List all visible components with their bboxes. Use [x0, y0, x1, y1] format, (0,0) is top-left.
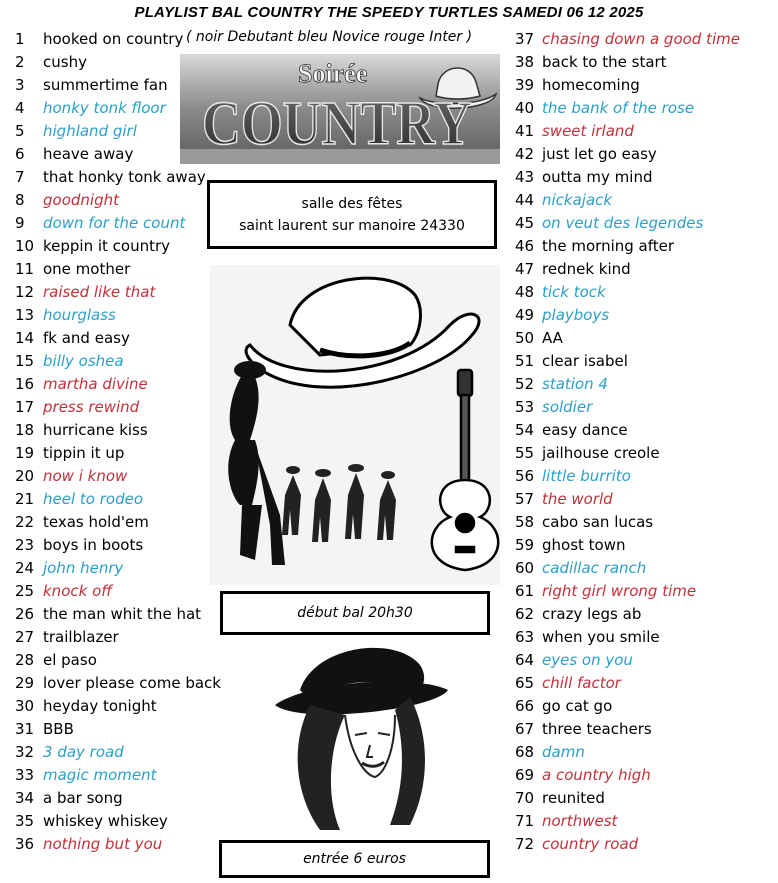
song-title: texas hold'em: [43, 513, 149, 531]
song-number: 23: [15, 536, 35, 554]
song-item: [515, 166, 740, 189]
song-item: [15, 28, 221, 51]
song-number: 35: [15, 812, 35, 830]
song-number: 28: [15, 651, 35, 669]
song-item: [15, 396, 221, 419]
song-item: [15, 718, 221, 741]
song-number: 21: [15, 490, 35, 508]
song-item: [15, 741, 221, 764]
song-title: on veut des legendes: [542, 214, 704, 232]
song-item: [15, 833, 221, 856]
song-title: down for the count: [43, 214, 186, 232]
song-number: 69: [515, 766, 535, 784]
song-title: goodnight: [43, 191, 119, 209]
song-number: 8: [15, 191, 25, 209]
song-title: back to the start: [542, 53, 667, 71]
song-title: press rewind: [43, 398, 140, 416]
song-item: [515, 120, 740, 143]
song-number: 50: [515, 329, 535, 347]
song-number: 62: [515, 605, 535, 623]
song-item: [515, 51, 740, 74]
song-number: 60: [515, 559, 535, 577]
song-title: little burrito: [542, 467, 631, 485]
song-title: a bar song: [43, 789, 123, 807]
song-number: 46: [515, 237, 535, 255]
song-title: cushy: [43, 53, 87, 71]
song-item: [515, 373, 740, 396]
song-number: 48: [515, 283, 535, 301]
song-item: [515, 534, 740, 557]
song-title: trailblazer: [43, 628, 119, 646]
song-number: 14: [15, 329, 35, 347]
song-number: 15: [15, 352, 35, 370]
song-item: [15, 511, 221, 534]
song-title: heyday tonight: [43, 697, 157, 715]
song-number: 22: [15, 513, 35, 531]
song-number: 7: [15, 168, 25, 186]
venue-line-1: salle des fêtes: [301, 195, 403, 212]
song-title: cabo san lucas: [542, 513, 654, 531]
song-title: homecoming: [542, 76, 640, 94]
venue-line-2: saint laurent sur manoire 24330: [239, 217, 465, 234]
song-title: clear isabel: [542, 352, 628, 370]
song-item: [515, 741, 740, 764]
song-number: 70: [515, 789, 535, 807]
song-number: 65: [515, 674, 535, 692]
song-title: go cat go: [542, 697, 613, 715]
song-number: 25: [15, 582, 35, 600]
song-item: [15, 304, 221, 327]
song-item: [15, 603, 221, 626]
song-item: [15, 764, 221, 787]
song-title: station 4: [542, 375, 608, 393]
song-title: reunited: [542, 789, 605, 807]
song-item: [515, 327, 740, 350]
song-number: 31: [15, 720, 35, 738]
song-title: heave away: [43, 145, 134, 163]
song-number: 45: [515, 214, 535, 232]
song-item: [515, 672, 740, 695]
song-number: 37: [515, 30, 535, 48]
song-number: 17: [15, 398, 35, 416]
start-time-box: [220, 591, 490, 635]
cowgirl-hat-icon: [275, 648, 448, 715]
song-number: 55: [515, 444, 535, 462]
song-item: [515, 833, 740, 856]
song-number: 18: [15, 421, 35, 439]
song-title: martha divine: [43, 375, 148, 393]
song-number: 29: [15, 674, 35, 692]
song-item: [515, 580, 740, 603]
song-number: 30: [15, 697, 35, 715]
song-number: 57: [515, 490, 535, 508]
song-number: 58: [515, 513, 535, 531]
song-number: 72: [515, 835, 535, 853]
song-item: [15, 212, 221, 235]
song-item: [15, 235, 221, 258]
song-item: [15, 649, 221, 672]
song-number: 19: [15, 444, 35, 462]
song-number: 10: [15, 237, 35, 255]
song-number: 59: [515, 536, 535, 554]
song-title: northwest: [542, 812, 618, 830]
song-number: 39: [515, 76, 535, 94]
song-item: [515, 649, 740, 672]
song-item: [15, 534, 221, 557]
song-number: 47: [515, 260, 535, 278]
song-item: [515, 143, 740, 166]
song-item: [515, 626, 740, 649]
song-item: [515, 603, 740, 626]
song-number: 52: [515, 375, 535, 393]
banner-small-text: Soirée: [298, 59, 368, 88]
song-title: damn: [542, 743, 585, 761]
song-item: [515, 189, 740, 212]
song-title: playboys: [542, 306, 610, 324]
song-title: now i know: [43, 467, 128, 485]
song-number: 43: [515, 168, 535, 186]
song-item: [15, 810, 221, 833]
song-title: chill factor: [542, 674, 621, 692]
song-number: 71: [515, 812, 535, 830]
song-item: [515, 235, 740, 258]
song-item: [15, 281, 221, 304]
song-item: [15, 350, 221, 373]
song-title: the world: [542, 490, 613, 508]
song-title: country road: [542, 835, 639, 853]
cowgirl-hair-icon: [298, 697, 425, 830]
song-number: 36: [15, 835, 35, 853]
song-number: 67: [515, 720, 535, 738]
song-number: 49: [515, 306, 535, 324]
song-title: ghost town: [542, 536, 626, 554]
song-title: tick tock: [542, 283, 606, 301]
song-number: 33: [15, 766, 35, 784]
entry-price-text: entrée 6 euros: [303, 851, 406, 867]
song-number: 13: [15, 306, 35, 324]
song-title: magic moment: [43, 766, 157, 784]
song-item: [15, 189, 221, 212]
song-item: [515, 396, 740, 419]
playlist-right-column: [515, 28, 740, 856]
country-dancers-illustration: [210, 265, 500, 585]
page-title: PLAYLIST BAL COUNTRY THE SPEEDY TURTLES SAMEDI 06 12 2025: [134, 4, 644, 21]
song-item: [15, 258, 221, 281]
song-number: 54: [515, 421, 535, 439]
song-item: [15, 419, 221, 442]
song-title: one mother: [43, 260, 131, 278]
song-number: 61: [515, 582, 535, 600]
song-item: [15, 695, 221, 718]
song-title: crazy legs ab: [542, 605, 642, 623]
song-item: [515, 212, 740, 235]
song-number: 42: [515, 145, 535, 163]
start-time-text: début bal 20h30: [297, 605, 413, 621]
song-item: [515, 442, 740, 465]
song-title: jailhouse creole: [542, 444, 660, 462]
song-number: 26: [15, 605, 35, 623]
song-title: raised like that: [43, 283, 156, 301]
song-number: 27: [15, 628, 35, 646]
soiree-country-banner: [180, 54, 500, 164]
song-title: whiskey whiskey: [43, 812, 168, 830]
song-item: [515, 97, 740, 120]
song-item: [15, 166, 221, 189]
song-item: [515, 74, 740, 97]
cowgirl-face-icon: [345, 715, 395, 777]
song-number: 44: [515, 191, 535, 209]
song-number: 24: [15, 559, 35, 577]
song-number: 41: [515, 122, 535, 140]
song-title: lover please come back: [43, 674, 221, 692]
song-number: 1: [15, 30, 25, 48]
song-title: right girl wrong time: [542, 582, 697, 600]
song-item: [515, 281, 740, 304]
song-number: 9: [15, 214, 25, 232]
song-item: [15, 787, 221, 810]
song-item: [515, 419, 740, 442]
song-number: 32: [15, 743, 35, 761]
song-number: 63: [515, 628, 535, 646]
song-title: that honky tonk away: [43, 168, 206, 186]
song-number: 2: [15, 53, 25, 71]
song-number: 38: [515, 53, 535, 71]
song-title: heel to rodeo: [43, 490, 143, 508]
song-number: 3: [15, 76, 25, 94]
song-title: outta my mind: [542, 168, 653, 186]
song-item: [15, 442, 221, 465]
song-title: nickajack: [542, 191, 613, 209]
song-title: cadillac ranch: [542, 559, 647, 577]
song-title: BBB: [43, 720, 74, 738]
song-title: hurricane kiss: [43, 421, 148, 439]
song-item: [15, 557, 221, 580]
song-title: the morning after: [542, 237, 675, 255]
song-title: a country high: [542, 766, 651, 784]
song-title: three teachers: [542, 720, 652, 738]
song-item: [515, 488, 740, 511]
song-title: just let go easy: [542, 145, 657, 163]
song-item: [515, 764, 740, 787]
song-item: [15, 488, 221, 511]
song-item: [515, 465, 740, 488]
song-title: the man whit the hat: [43, 605, 202, 623]
song-item: [515, 557, 740, 580]
entry-price-box: [219, 840, 490, 878]
song-item: [15, 373, 221, 396]
song-title: highland girl: [43, 122, 137, 140]
song-number: 6: [15, 145, 25, 163]
song-item: [15, 465, 221, 488]
song-title: hourglass: [43, 306, 116, 324]
song-title: boys in boots: [43, 536, 144, 554]
song-title: when you smile: [542, 628, 660, 646]
song-title: keppin it country: [43, 237, 171, 255]
song-item: [15, 626, 221, 649]
song-title: rednek kind: [542, 260, 631, 278]
song-number: 5: [15, 122, 25, 140]
song-item: [515, 511, 740, 534]
song-title: summertime fan: [43, 76, 168, 94]
song-number: 11: [15, 260, 35, 278]
song-item: [15, 327, 221, 350]
song-item: [515, 350, 740, 373]
song-number: 64: [515, 651, 535, 669]
song-title: 3 day road: [43, 743, 124, 761]
song-title: easy dance: [542, 421, 628, 439]
song-title: soldier: [542, 398, 593, 416]
level-legend: ( noir Debutant bleu Novice rouge Inter ): [186, 29, 473, 45]
song-number: 51: [515, 352, 535, 370]
song-title: eyes on you: [542, 651, 633, 669]
song-title: john henry: [43, 559, 124, 577]
song-item: [15, 672, 221, 695]
song-title: fk and easy: [43, 329, 130, 347]
song-number: 66: [515, 697, 535, 715]
venue-box: [207, 180, 497, 249]
song-number: 53: [515, 398, 535, 416]
song-title: nothing but you: [43, 835, 163, 853]
song-title: tippin it up: [43, 444, 125, 462]
song-title: knock off: [43, 582, 113, 600]
song-title: AA: [542, 329, 563, 347]
song-title: the bank of the rose: [542, 99, 695, 117]
song-title: sweet irland: [542, 122, 634, 140]
song-item: [515, 810, 740, 833]
song-item: [515, 304, 740, 327]
song-item: [515, 695, 740, 718]
song-item: [15, 580, 221, 603]
song-number: 56: [515, 467, 535, 485]
song-item: [515, 258, 740, 281]
song-title: hooked on country: [43, 30, 184, 48]
song-number: 16: [15, 375, 35, 393]
song-item: [515, 28, 740, 51]
song-number: 40: [515, 99, 535, 117]
song-item: [515, 787, 740, 810]
song-title: chasing down a good time: [542, 30, 740, 48]
song-number: 12: [15, 283, 35, 301]
song-title: honky tonk floor: [43, 99, 166, 117]
song-number: 20: [15, 467, 35, 485]
song-number: 4: [15, 99, 25, 117]
song-number: 68: [515, 743, 535, 761]
song-number: 34: [15, 789, 35, 807]
song-title: billy oshea: [43, 352, 124, 370]
cowgirl-portrait-illustration: [270, 635, 450, 835]
song-item: [515, 718, 740, 741]
song-title: el paso: [43, 651, 97, 669]
banner-big-text: COUNTRY: [202, 90, 472, 158]
